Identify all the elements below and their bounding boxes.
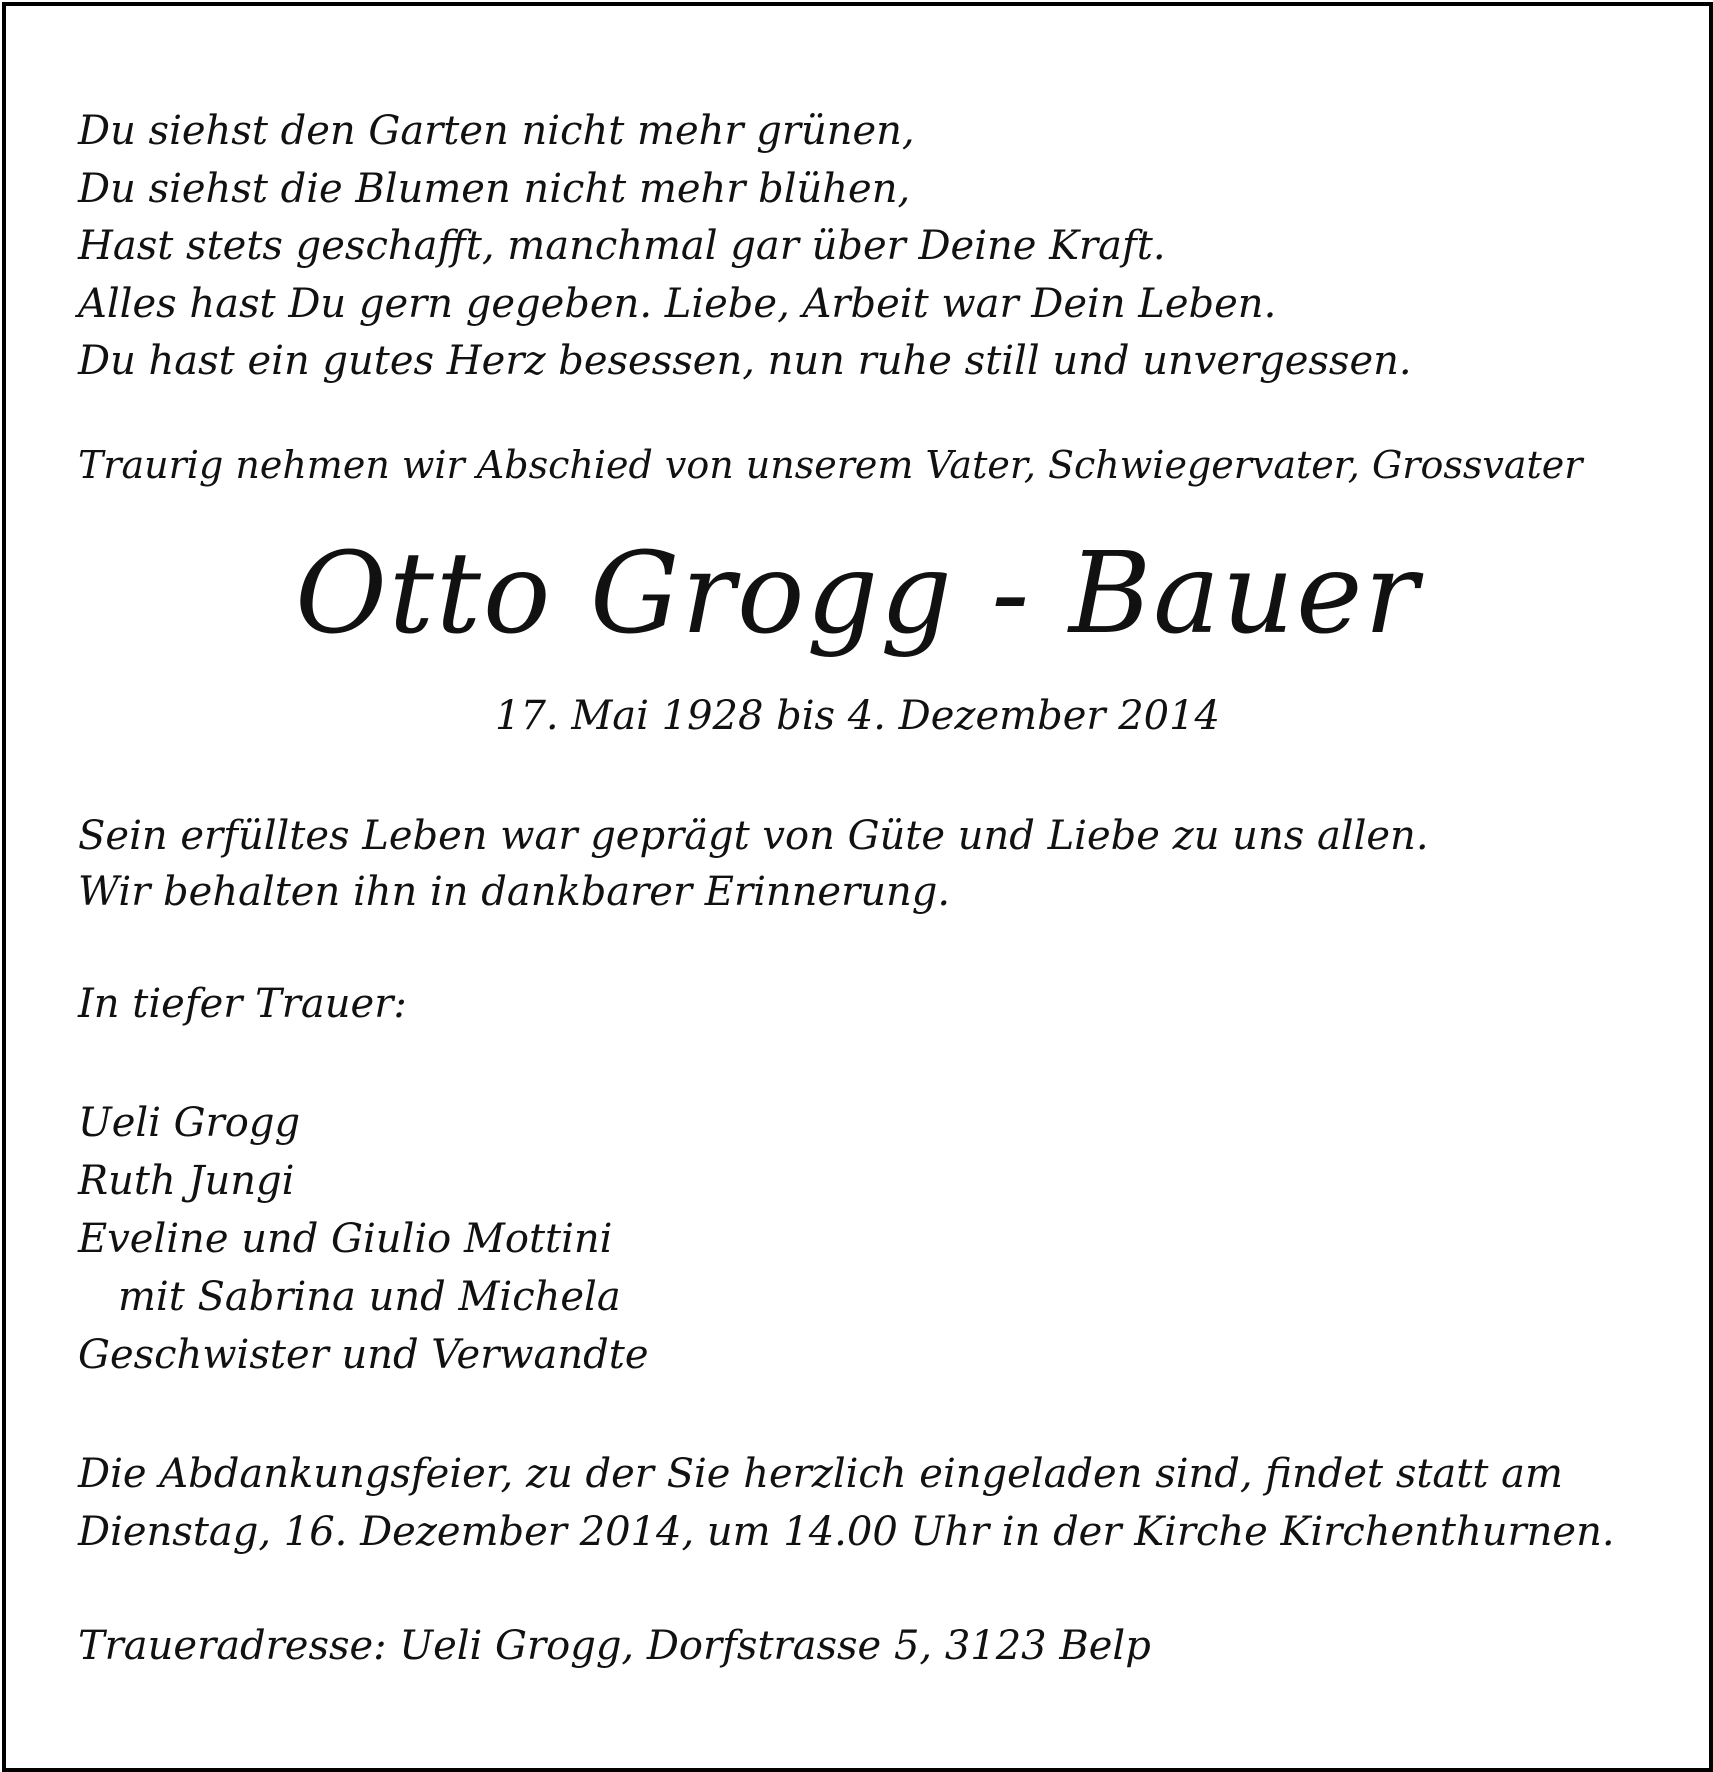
poem-line-2: Du siehst die Blumen nicht mehr blühen, <box>78 166 911 212</box>
ceremony-line-1: Die Abdankungsfeier, zu der Sie herzlich eingeladen sind, findet statt am <box>78 1451 1563 1497</box>
mourner-5: Geschwister und Verwandte <box>78 1332 649 1378</box>
ceremony-line-2: Dienstag, 16. Dezember 2014, um 14.00 Uhr in der Kirche Kirchenthurnen. <box>78 1509 1615 1555</box>
obituary-frame <box>2 2 1713 1772</box>
mourner-1: Ueli Grogg <box>78 1100 301 1146</box>
mourning-address: Traueradresse: Ueli Grogg, Dorfstrasse 5, 3123 Belp <box>78 1623 1151 1669</box>
tribute-line-2: Wir behalten ihn in dankbarer Erinnerung. <box>78 869 951 915</box>
intro-line: Traurig nehmen wir Abschied von unserem Vater, Schwiegervater, Grossvater <box>78 443 1583 487</box>
poem-line-3: Hast stets geschafft, manchmal gar über Deine Kraft. <box>78 223 1166 269</box>
mourning-heading: In tiefer Trauer: <box>78 981 407 1027</box>
mourner-2: Ruth Jungi <box>78 1158 295 1204</box>
tribute-line-1: Sein erfülltes Leben war geprägt von Güte und Liebe zu uns allen. <box>78 813 1429 859</box>
mourner-4: mit Sabrina und Michela <box>118 1274 621 1320</box>
poem-line-4: Alles hast Du gern gegeben. Liebe, Arbeit war Dein Leben. <box>78 281 1277 327</box>
life-dates: 17. Mai 1928 bis 4. Dezember 2014 <box>495 693 1220 739</box>
mourner-3: Eveline und Giulio Mottini <box>78 1216 613 1262</box>
poem-line-5: Du hast ein gutes Herz besessen, nun ruhe still und unvergessen. <box>78 338 1412 384</box>
deceased-name: Otto Grogg - Bauer <box>295 529 1420 659</box>
poem-line-1: Du siehst den Garten nicht mehr grünen, <box>78 108 915 154</box>
